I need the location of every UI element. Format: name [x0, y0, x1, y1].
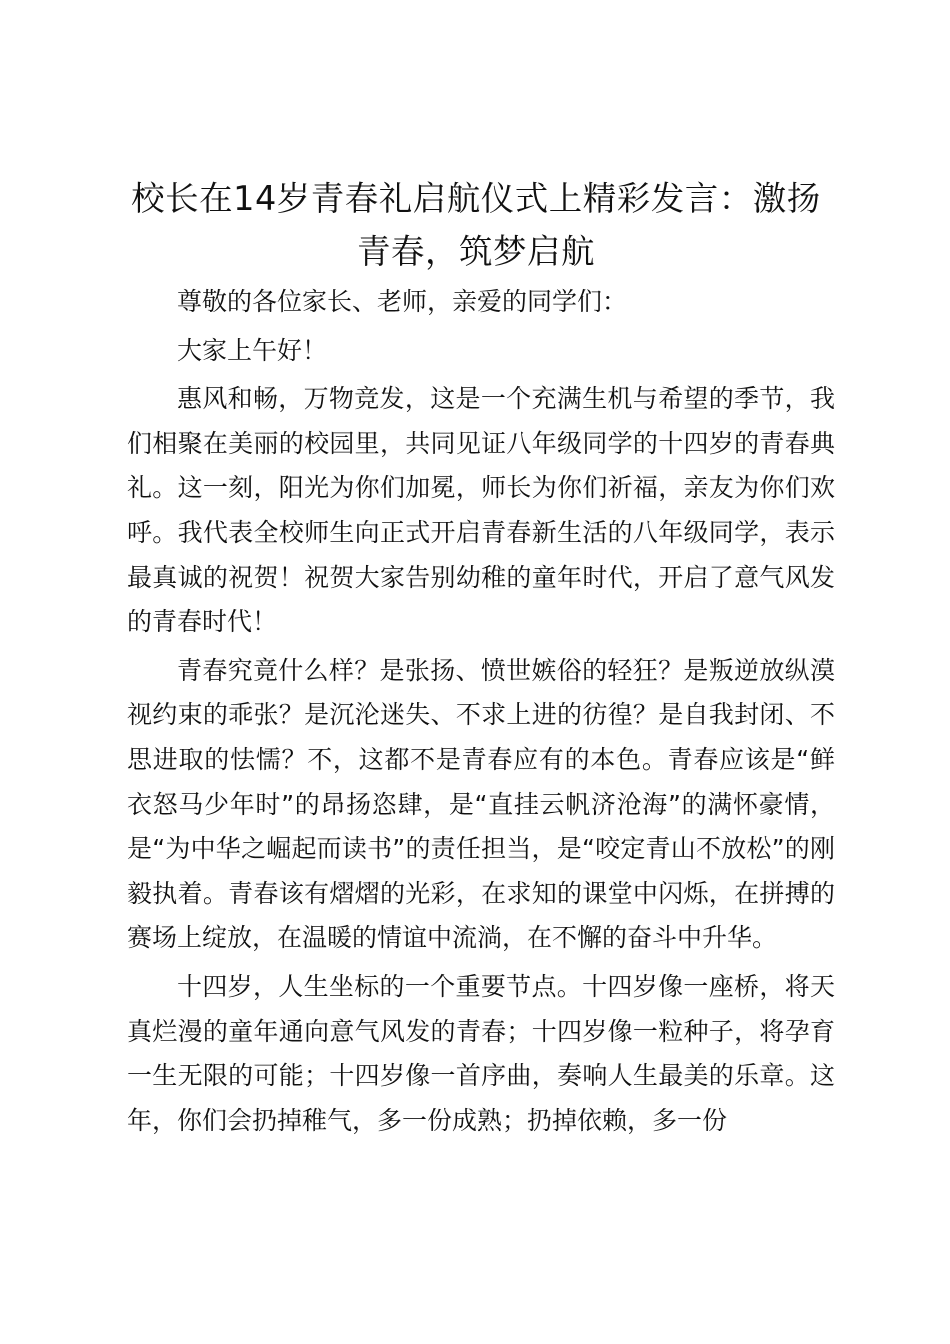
body-paragraph: 十四岁，人生坐标的一个重要节点。十四岁像一座桥，将天真烂漫的童年通向意气风发的青春；十四岁像一粒种子，将孕育一生无限的可能；十四岁像一首序曲，奏响人生最美的乐章。这年，你们会扔掉稚气，多一份成熟；扔掉依赖，多一份 [127, 971, 835, 1135]
body-paragraph: 惠风和畅，万物竞发，这是一个充满生机与希望的季节，我们相聚在美丽的校园里，共同见证八年级同学的十四岁的青春典礼。这一刻，阳光为你们加冕，师长为你们祈福，亲友为你们欢呼。我代表全校师生向正式开启青春新生活的八年级同学，表示最真诚的祝贺！祝贺大家告别幼稚的童年时代，开启了意气风发的青春时代！ [127, 384, 835, 637]
body-paragraph: 青春究竟什么样？是张扬、愤世嫉俗的轻狂？是叛逆放纵漠视约束的乖张？是沉沦迷失、不求上进的彷徨？是自我封闭、不思进取的怯懦？不，这都不是青春应有的本色。青春应该是“鲜衣怒马少年时”的昂扬恣肆，是“直挂云帆济沧海”的满怀豪情，是“为中华之崛起而读书”的责任担当，是“咬定青山不放松”的刚毅执着。青春该有熠熠的光彩，在求知的课堂中闪烁，在拼搏的赛场上绽放，在温暖的情谊中流淌，在不懈的奋斗中升华。 [127, 655, 835, 953]
salutation-paragraph: 尊敬的各位家长、老师，亲爱的同学们： [177, 287, 628, 316]
document-title: 校长在14岁青春礼启航仪式上精彩发言：激扬青春，筑梦启航 [131, 179, 821, 271]
document-body [127, 280, 835, 1147]
greeting-paragraph: 大家上午好！ [177, 335, 328, 365]
